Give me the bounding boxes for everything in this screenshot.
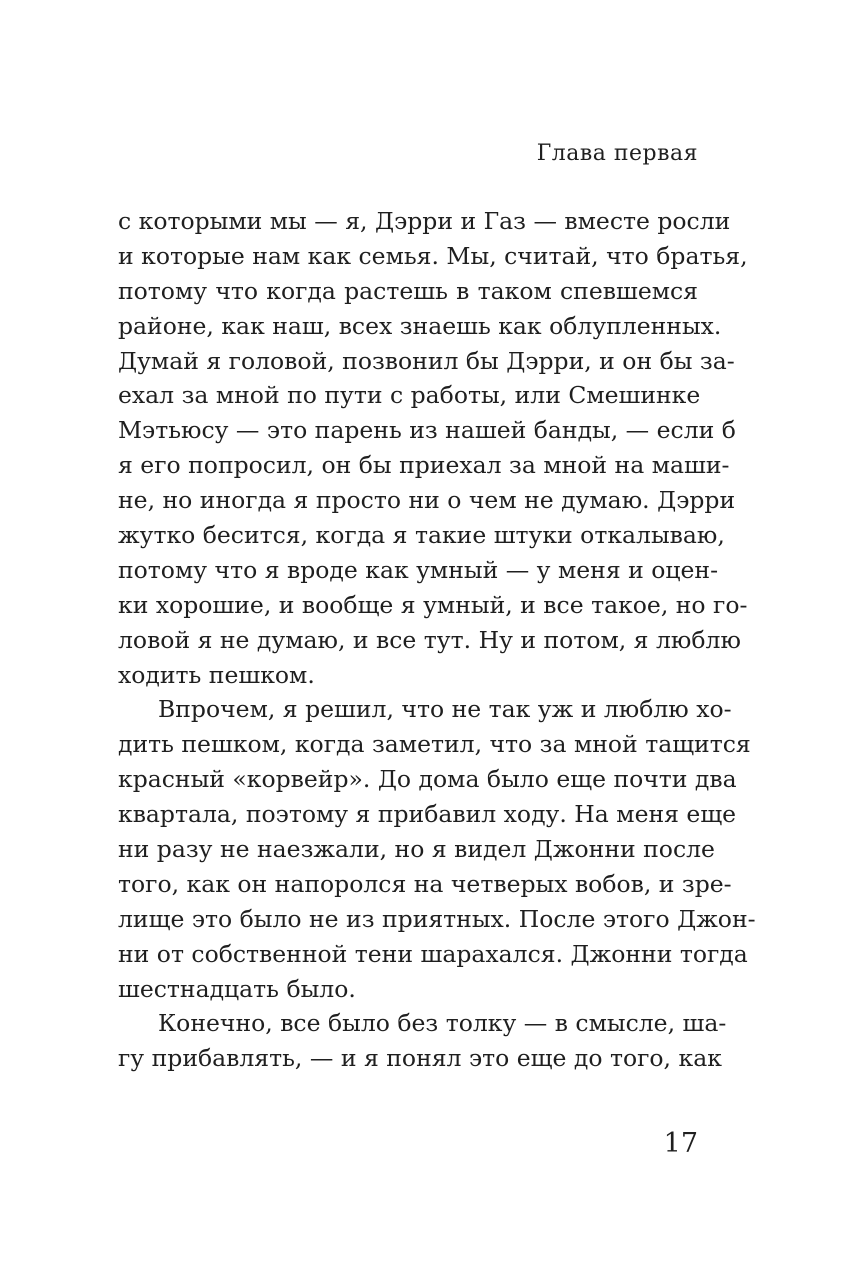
text-line: с которыми мы — я, Дэрри и Газ — вместе росли bbox=[118, 207, 731, 235]
text-line: потому что я вроде как умный — у меня и оцен- bbox=[118, 555, 719, 584]
text-line: ехал за мной по пути с работы, или Смешинке bbox=[118, 381, 701, 410]
text-line: того, как он напоролся на четверых вобов, и зре- bbox=[118, 869, 732, 898]
text-line: районе, как наш, всех знаешь как облупленных. bbox=[118, 311, 722, 340]
text-line: лище это было не из приятных. После этого Джон- bbox=[118, 904, 756, 933]
text-line: Мэтьюсу — это парень из нашей банды, — если б bbox=[118, 416, 736, 445]
text-line: красный «корвейр». До дома было еще почти два bbox=[118, 765, 737, 794]
text-line: гу прибавлять, — и я понял это еще до того, как bbox=[118, 1044, 722, 1073]
text-line: я его попросил, он бы приехал за мной на маши- bbox=[118, 451, 730, 480]
text-line: Думай я головой, позвонил бы Дэрри, и он бы за- bbox=[118, 346, 735, 375]
text-line: и которые нам как семья. Мы, считай, что братья, bbox=[118, 241, 748, 270]
running-head: Глава первая bbox=[536, 141, 698, 166]
page-number: 17 bbox=[663, 1128, 698, 1159]
text-line: ловой я не думаю, и все тут. Ну и потом, я люблю bbox=[118, 625, 741, 654]
text-line: ки хорошие, и вообще я умный, и все такое, но го- bbox=[118, 590, 748, 619]
paragraph-first-line: Конечно, все было без толку — в смысле, ша- bbox=[158, 1009, 727, 1038]
text-line: жутко бесится, когда я такие штуки откалываю, bbox=[118, 521, 725, 550]
text-line: потому что когда растешь в таком спевшемся bbox=[118, 276, 698, 305]
text-line: ни разу не наезжали, но я видел Джонни после bbox=[118, 835, 715, 864]
text-line: дить пешком, когда заметил, что за мной тащится bbox=[118, 730, 751, 759]
paragraph-first-line: Впрочем, я решил, что не так уж и люблю хо- bbox=[158, 695, 732, 724]
body-text bbox=[118, 204, 756, 1076]
text-line: не, но иногда я просто ни о чем не думаю. Дэрри bbox=[118, 486, 736, 515]
text-line: шестнадцать было. bbox=[118, 974, 356, 1003]
text-line: квартала, поэтому я прибавил ходу. На меня еще bbox=[118, 800, 737, 829]
text-line: ходить пешком. bbox=[118, 660, 315, 689]
text-line: ни от собственной тени шарахался. Джонни тогда bbox=[118, 939, 748, 968]
